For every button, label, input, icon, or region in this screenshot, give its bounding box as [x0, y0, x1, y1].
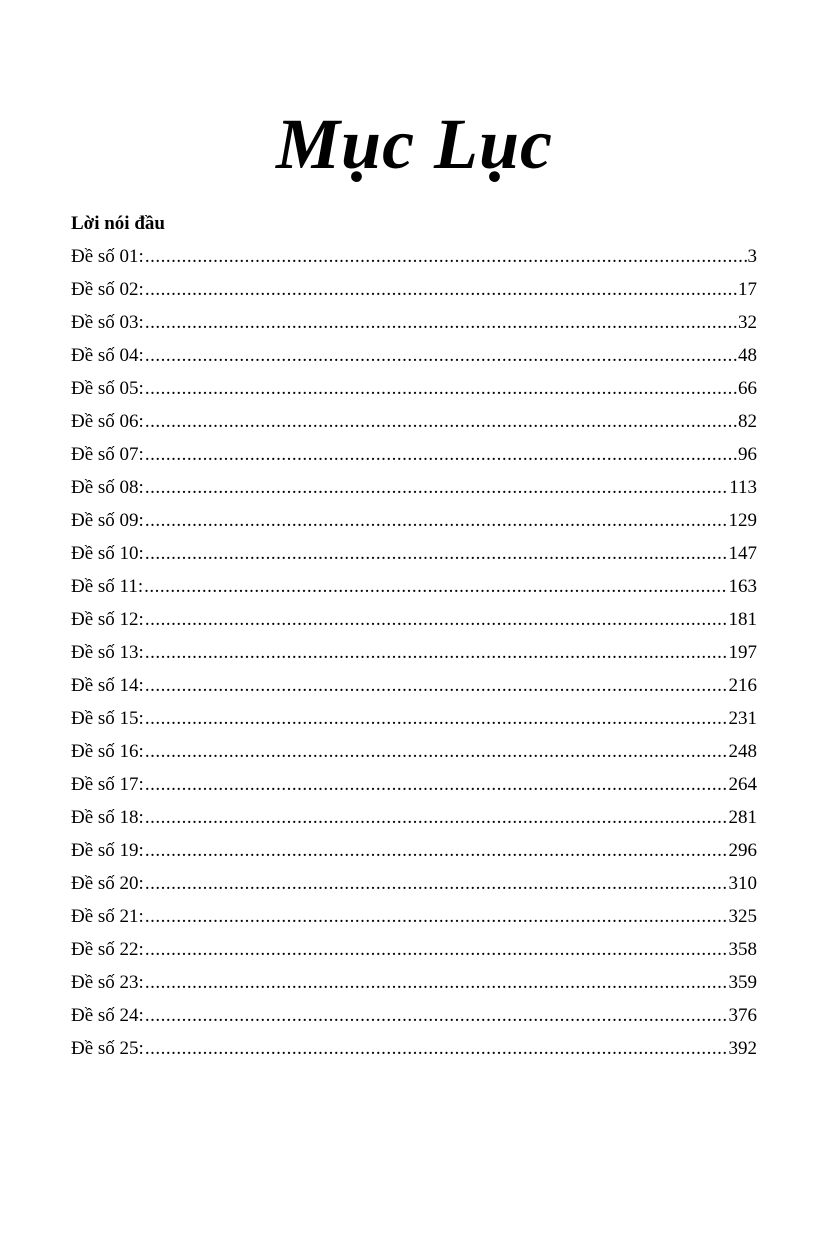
toc-entry-label: Đề số 23:	[71, 972, 144, 993]
toc-entry[interactable]	[71, 933, 757, 966]
toc-entry[interactable]	[71, 372, 757, 405]
toc-entry-label: Đề số 21:	[71, 906, 144, 927]
toc-entry-label: Đề số 16:	[71, 741, 144, 762]
toc-entry[interactable]	[71, 834, 757, 867]
toc-entry-page-number: 181	[728, 609, 757, 630]
toc-entry[interactable]	[71, 768, 757, 801]
toc-dot-leader	[145, 603, 728, 636]
toc-entry-label: Đề số 09:	[71, 510, 144, 531]
toc-dot-leader	[145, 273, 737, 306]
toc-entry[interactable]	[71, 339, 757, 372]
toc-entry-label: Đề số 17:	[71, 774, 144, 795]
toc-entry-page-number: 281	[728, 807, 757, 828]
toc-entry[interactable]	[71, 636, 757, 669]
toc-dot-leader	[145, 834, 728, 867]
toc-entry-label: Đề số 25:	[71, 1038, 144, 1059]
toc-entry-label: Đề số 08:	[71, 477, 144, 498]
toc-entry-page-number: 96	[738, 444, 757, 465]
toc-entry-page-number: 392	[728, 1038, 757, 1059]
toc-entry-label: Đề số 06:	[71, 411, 144, 432]
toc-heading-preface: Lời nói đầu	[71, 213, 165, 234]
toc-entry-label: Đề số 02:	[71, 279, 144, 300]
toc-entry-page-number: 197	[728, 642, 757, 663]
table-of-contents	[71, 207, 757, 1065]
toc-dot-leader	[145, 933, 728, 966]
toc-entry-page-number: 82	[738, 411, 757, 432]
toc-dot-leader	[145, 471, 728, 504]
toc-entry[interactable]	[71, 537, 757, 570]
toc-dot-leader	[145, 240, 747, 273]
toc-dot-leader	[145, 669, 728, 702]
toc-entry-page-number: 358	[728, 939, 757, 960]
toc-entry-label: Đề số 18:	[71, 807, 144, 828]
toc-entry-label: Đề số 10:	[71, 543, 144, 564]
toc-entry-label: Đề số 20:	[71, 873, 144, 894]
toc-entry-page-number: 216	[728, 675, 757, 696]
toc-entry-page-number: 129	[728, 510, 757, 531]
toc-entry-label: Đề số 15:	[71, 708, 144, 729]
toc-entry-page-number: 325	[728, 906, 757, 927]
toc-dot-leader	[145, 966, 728, 999]
toc-entry[interactable]	[71, 867, 757, 900]
toc-entry[interactable]	[71, 702, 757, 735]
toc-entry-page-number: 231	[728, 708, 757, 729]
toc-entry-page-number: 248	[728, 741, 757, 762]
toc-entry[interactable]	[71, 669, 757, 702]
toc-entry-page-number: 296	[728, 840, 757, 861]
toc-entry-page-number: 66	[738, 378, 757, 399]
toc-entry-label: Đề số 13:	[71, 642, 144, 663]
toc-dot-leader	[145, 999, 728, 1032]
toc-entry[interactable]	[71, 999, 757, 1032]
toc-dot-leader	[145, 504, 728, 537]
toc-entry[interactable]	[71, 504, 757, 537]
toc-entry-page-number: 147	[728, 543, 757, 564]
toc-entry[interactable]	[71, 1032, 757, 1065]
toc-list	[71, 240, 757, 1065]
toc-dot-leader	[145, 636, 728, 669]
toc-entry-label: Đề số 03:	[71, 312, 144, 333]
toc-dot-leader	[144, 570, 727, 603]
toc-entry-page-number: 32	[738, 312, 757, 333]
toc-dot-leader	[145, 1032, 728, 1065]
toc-entry[interactable]	[71, 570, 757, 603]
toc-entry-label: Đề số 12:	[71, 609, 144, 630]
toc-entry-label: Đề số 19:	[71, 840, 144, 861]
toc-dot-leader	[145, 801, 728, 834]
toc-entry-page-number: 376	[728, 1005, 757, 1026]
toc-entry[interactable]	[71, 900, 757, 933]
toc-dot-leader	[145, 768, 728, 801]
toc-entry-label: Đề số 01:	[71, 246, 144, 267]
toc-dot-leader	[145, 735, 728, 768]
toc-dot-leader	[145, 867, 728, 900]
toc-entry-label: Đề số 05:	[71, 378, 144, 399]
toc-entry[interactable]	[71, 405, 757, 438]
toc-entry-label: Đề số 22:	[71, 939, 144, 960]
toc-entry-label: Đề số 24:	[71, 1005, 144, 1026]
toc-entry-page-number: 113	[729, 477, 757, 498]
toc-entry[interactable]	[71, 306, 757, 339]
toc-entry-page-number: 163	[728, 576, 757, 597]
toc-entry-page-number: 264	[728, 774, 757, 795]
toc-entry-label: Đề số 04:	[71, 345, 144, 366]
toc-dot-leader	[145, 372, 737, 405]
toc-entry-page-number: 17	[738, 279, 757, 300]
toc-dot-leader	[145, 438, 737, 471]
toc-entry[interactable]	[71, 438, 757, 471]
page-title: Mục Lục	[276, 104, 553, 184]
toc-entry-label: Đề số 14:	[71, 675, 144, 696]
toc-dot-leader	[145, 405, 737, 438]
toc-dot-leader	[145, 306, 737, 339]
toc-entry-page-number: 359	[728, 972, 757, 993]
toc-dot-leader	[145, 702, 728, 735]
toc-entry-page-number: 3	[747, 246, 757, 267]
toc-entry-page-number: 310	[728, 873, 757, 894]
toc-entry[interactable]	[71, 603, 757, 636]
toc-entry[interactable]	[71, 966, 757, 999]
toc-entry[interactable]	[71, 240, 757, 273]
toc-entry[interactable]	[71, 273, 757, 306]
toc-entry-label: Đề số 11:	[71, 576, 144, 597]
toc-dot-leader	[145, 900, 728, 933]
toc-entry[interactable]	[71, 471, 757, 504]
toc-entry[interactable]	[71, 735, 757, 768]
toc-dot-leader	[145, 537, 728, 570]
toc-entry-page-number: 48	[738, 345, 757, 366]
toc-entry-label: Đề số 07:	[71, 444, 144, 465]
toc-entry[interactable]	[71, 801, 757, 834]
toc-dot-leader	[145, 339, 737, 372]
